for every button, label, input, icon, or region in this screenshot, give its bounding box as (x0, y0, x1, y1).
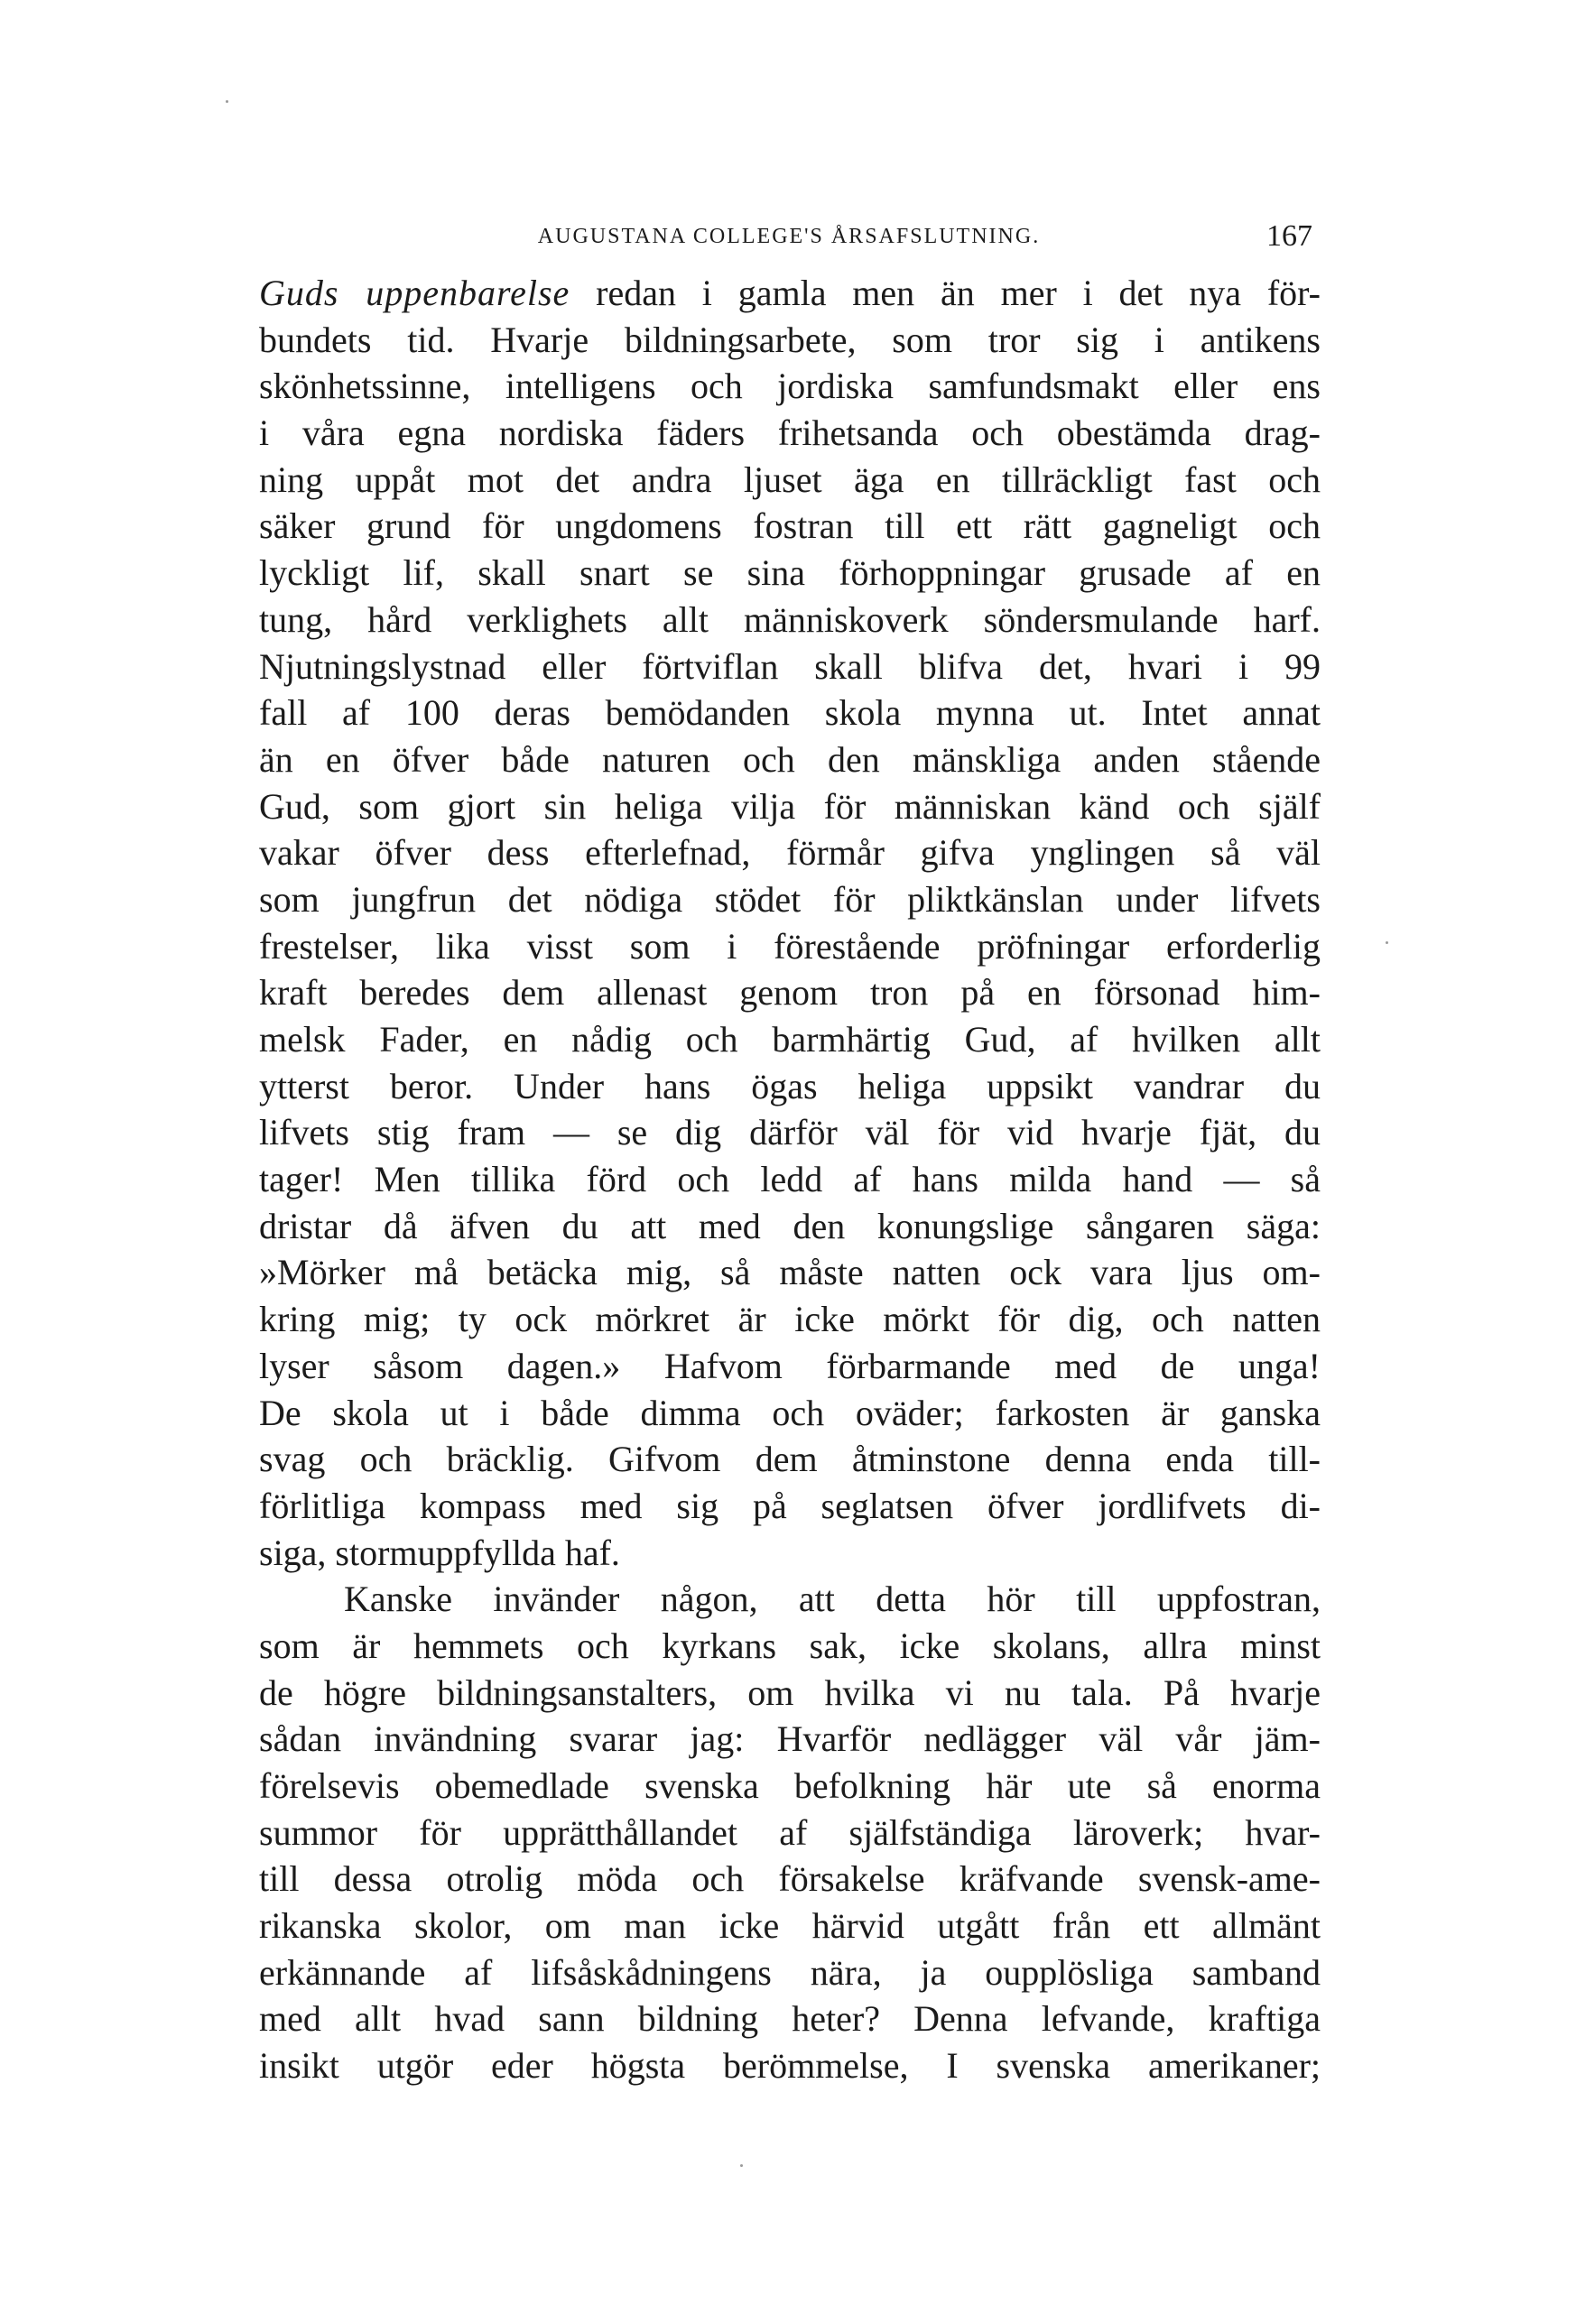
text-line: än en öfver både naturen och den mänskliga anden stående (259, 738, 1321, 780)
text-line: ytterst beror. Under hans ögas heliga uppsikt vandrar du (259, 1065, 1321, 1106)
text-line: de högre bildningsanstalters, om hvilka vi nu tala. På hvarje (259, 1671, 1321, 1713)
paper-speck (1386, 941, 1388, 944)
text-line: fall af 100 deras bemödanden skola mynna ut. Intet annat (259, 692, 1321, 734)
text-line: frestelser, lika visst som i förestående pröfningar erforderlig (259, 925, 1321, 967)
text-line-rest: redan i gamla men än mer i det nya för- (570, 273, 1321, 313)
text-line: som är hemmets och kyrkans sak, icke skolans, allra minst (259, 1625, 1321, 1666)
text-line: skönhetssinne, intelligens och jordiska samfundsmakt eller ens (259, 366, 1321, 407)
text-line: rikanska skolor, om man icke härvid utgått från ett allmänt (259, 1905, 1321, 1947)
text-line: summor för upprätthållandet af själfständiga läroverk; hvar- (259, 1811, 1321, 1853)
text-line: kring mig; ty ock mörkret är icke mörkt för dig, och natten (259, 1299, 1321, 1340)
text-line: svag och bräcklig. Gifvom dem åtminstone denna enda till- (259, 1439, 1321, 1480)
text-line: kraft beredes dem allenast genom tron på en försonad him- (259, 972, 1321, 1014)
text-line: säker grund för ungdomens fostran till ett rätt gagneligt och (259, 505, 1321, 547)
paper-speck (740, 2164, 743, 2167)
text-line: ning uppåt mot det andra ljuset äga en tillräckligt fast och (259, 458, 1321, 500)
page-number: 167 (1266, 219, 1312, 253)
page-header (258, 218, 1320, 255)
text-line: som jungfrun det nödiga stödet för pliktkänslan under lifvets (259, 878, 1321, 920)
text-line: med allt hvad sann bildning heter? Denna lefvande, kraftiga (259, 1998, 1321, 2040)
text-line: lyser såsom dagen.» Hafvom förbarmande med de unga! (259, 1345, 1321, 1386)
text-line: i våra egna nordiska fäders frihetsanda och obestämda drag- (259, 412, 1321, 454)
text-line: vakar öfver dess efterlefnad, förmår gifva ynglingen så väl (259, 832, 1321, 874)
text-line: Njutningslystnad eller förtviflan skall blifva det, hvari i 99 (259, 645, 1321, 687)
text-line: sådan invändning svarar jag: Hvarför nedlägger väl vår jäm- (259, 1718, 1321, 1760)
text-line: »Mörker må betäcka mig, så måste natten ock vara ljus om- (259, 1252, 1321, 1293)
text-line: till dessa otrolig möda och försakelse kräfvande svensk-ame- (259, 1858, 1321, 1900)
text-line: bundets tid. Hvarje bildningsarbete, som tror sig i antikens (259, 319, 1321, 360)
body-text (259, 270, 1321, 2089)
text-line: lifvets stig fram — se dig därför väl för vid hvarje fjät, du (259, 1112, 1321, 1153)
text-line: erkännande af lifsåskådningens nära, ja oupplösliga samband (259, 1951, 1321, 1993)
text-line (259, 270, 1321, 317)
text-line: dristar då äfven du att med den konungslige sångaren säga: (259, 1205, 1321, 1246)
text-line: förelsevis obemedlade svenska befolkning här ute så enorma (259, 1765, 1321, 1806)
running-head: AUGUSTANA COLLEGE'S ÅRSAFSLUTNING. (537, 225, 1041, 248)
text-line: De skola ut i både dimma och oväder; farkosten är ganska (259, 1392, 1321, 1433)
text-line: Kanske invänder någon, att detta hör till uppfostran, (344, 1579, 1321, 1620)
text-line: siga, stormuppfyllda haf. (259, 1532, 620, 1573)
italic-phrase: Guds uppenbarelse (259, 273, 570, 313)
text-line: insikt utgör eder högsta berömmelse, I svenska amerikaner; (259, 2045, 1321, 2087)
text-line: tung, hård verklighets allt människoverk söndersmulande harf. (259, 598, 1321, 640)
text-line: tager! Men tillika förd och ledd af hans milda hand — så (259, 1159, 1321, 1200)
text-line: förlitliga kompass med sig på seglatsen öfver jordlifvets di- (259, 1485, 1321, 1526)
text-line: Gud, som gjort sin heliga vilja för människan känd och själf (259, 785, 1321, 827)
paper-speck (226, 100, 228, 103)
text-line: lyckligt lif, skall snart se sina förhoppningar grusade af en (259, 552, 1321, 594)
text-line: melsk Fader, en nådig och barmhärtig Gud, af hvilken allt (259, 1019, 1321, 1060)
